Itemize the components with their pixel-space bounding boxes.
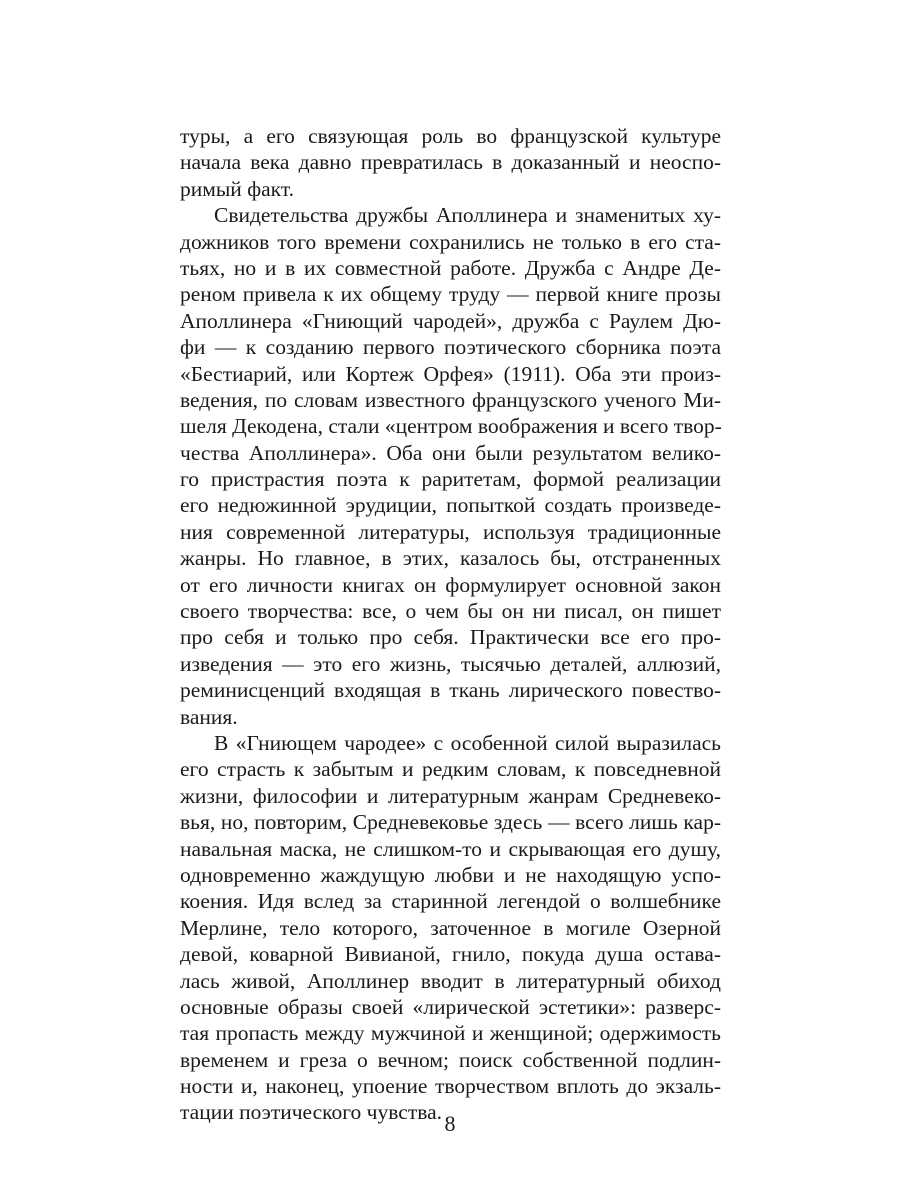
body-text xyxy=(180,123,721,1126)
text-line: вья, но, повторим, Средневековье здесь — всего лишь кар- xyxy=(180,810,721,835)
text-line: вания. xyxy=(180,704,238,729)
text-line: своего творчества: все, о чем бы он ни писал, он пишет xyxy=(180,599,721,624)
text-line: Мерлине, тело которого, заточенное в могиле Озерной xyxy=(180,915,721,940)
text-line: дожников того времени сохранились не только в его ста- xyxy=(180,229,721,254)
text-line: В «Гниющем чародее» с особенной силой выразилась xyxy=(214,730,721,755)
text-line: реном привела к их общему труду — первой книге прозы xyxy=(180,282,721,307)
text-line: тации поэтического чувства. xyxy=(180,1100,442,1125)
text-line: от его личности книгах он формулирует основной закон xyxy=(180,572,721,597)
text-line: шеля Декодена, стали «центром воображения и всего твор- xyxy=(180,414,722,439)
text-line: ности и, наконец, упоение творчеством вплоть до экзаль- xyxy=(180,1074,721,1099)
text-line: временем и греза о вечном; поиск собственной подлин- xyxy=(180,1047,721,1072)
text-line: основные образы своей «лирической эстетики»: разверс- xyxy=(180,994,721,1019)
text-line: девой, коварной Вивианой, гнило, покуда душа остава- xyxy=(180,942,721,967)
text-line: ведения, по словам известного французского ученого Ми- xyxy=(180,387,721,412)
text-line: жизни, философии и литературным жанрам Средневеко- xyxy=(180,783,721,808)
page-number: 8 xyxy=(444,1111,456,1136)
text-line: туры, а его связующая роль во французской культуре xyxy=(180,124,721,148)
text-line: Свидетельства дружбы Аполлинера и знаменитых ху- xyxy=(214,203,721,228)
text-line: «Бестиарий, или Кортеж Орфея» (1911). Оба эти произ- xyxy=(180,361,721,386)
text-line: навальная маска, не слишком-то и скрывающая его душу, xyxy=(180,836,721,861)
text-line: го пристрастия поэта к раритетам, формой реализации xyxy=(180,467,721,492)
paragraph xyxy=(180,202,721,730)
text-line: Аполлинера «Гниющий чародей», дружба с Раулем Дю- xyxy=(180,308,721,333)
text-line: чества Аполлинера». Оба они были результатом велико- xyxy=(180,440,721,465)
text-line: его недюжинной эрудиции, попыткой создать произведе- xyxy=(180,493,721,518)
text-line: одновременно жаждущую любви и не находящую успо- xyxy=(180,862,721,887)
text-line: изведения — это его жизнь, тысячью деталей, аллюзий, xyxy=(180,651,721,676)
text-line: фи — к созданию первого поэтического сборника поэта xyxy=(180,335,721,360)
text-line: жанры. Но главное, в этих, казалось бы, отстраненных xyxy=(180,546,721,571)
text-line: начала века давно превратилась в доказанный и неоспо- xyxy=(180,150,721,175)
paragraph xyxy=(180,730,721,1126)
text-line: римый факт. xyxy=(180,176,294,201)
paragraph xyxy=(180,123,721,202)
text-line: тьях, но и в их совместной работе. Дружба с Андре Де- xyxy=(180,255,721,280)
text-line: реминисценций входящая в ткань лирического повество- xyxy=(180,678,721,703)
text-line: коения. Идя вслед за старинной легендой о волшебнике xyxy=(180,889,721,914)
text-line: ния современной литературы, используя традиционные xyxy=(180,519,721,544)
text-line: тая пропасть между мужчиной и женщиной; одержимость xyxy=(180,1021,721,1046)
text-line: про себя и только про себя. Практически все его про- xyxy=(180,625,721,650)
text-line: его страсть к забытым и редким словам, к повседневной xyxy=(180,757,721,782)
text-line: лась живой, Аполлинер вводит в литературный обиход xyxy=(180,968,721,993)
